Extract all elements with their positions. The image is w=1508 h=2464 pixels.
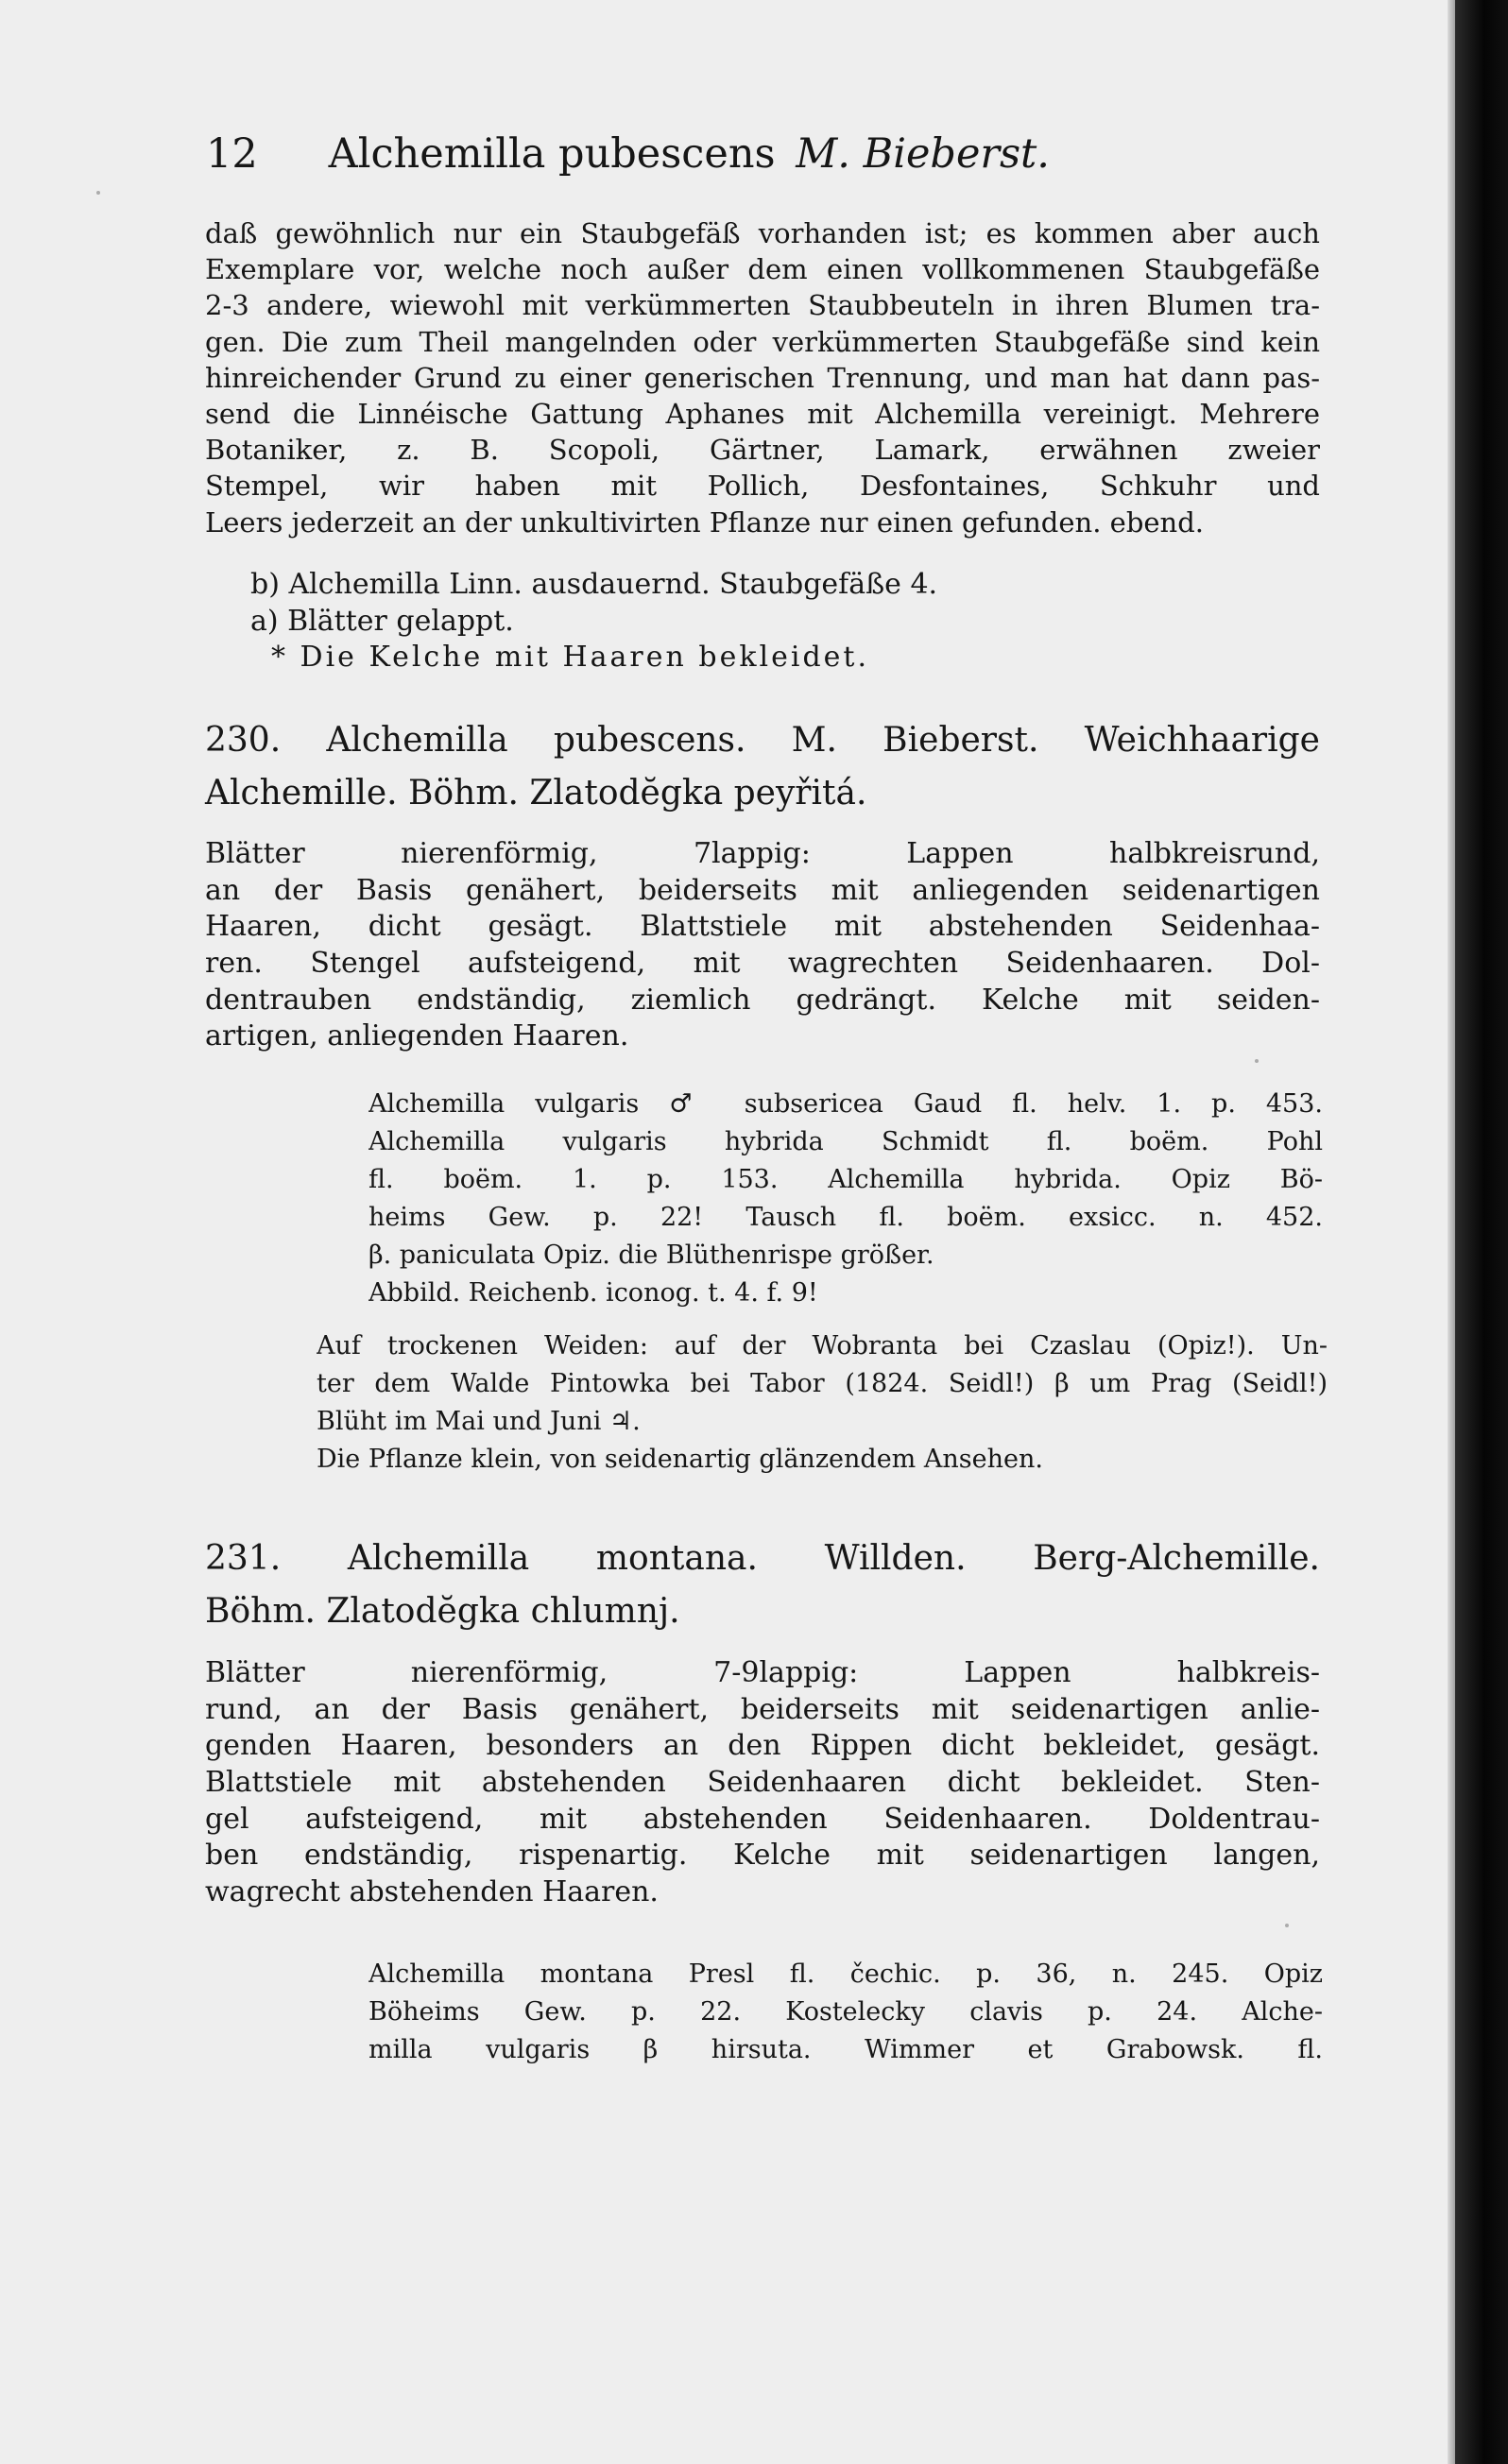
synonym-line: fl. boëm. 1. p. 153. Alchemilla hybrida. Opiz Bö- [368, 1165, 1323, 1194]
species-230-habitat [317, 1327, 1328, 1479]
paper-speck [236, 1608, 240, 1612]
page-number: 12 [206, 130, 258, 178]
description-line: artigen, anliegenden Haaren. [205, 1019, 629, 1053]
paper-speck [96, 191, 100, 195]
key-b-line: b) Alchemilla Linn. ausdauernd. Staubgefäße 4. [250, 568, 938, 601]
intro-line: daß gewöhnlich nur ein Staubgefäß vorhanden ist; es kommen aber auch [205, 217, 1320, 249]
description-line: Blattstiele mit abstehenden Seidenhaaren dicht bekleidet. Sten- [205, 1766, 1320, 1800]
species-231-line-1: 231. Alchemilla montana. Willden. Berg-Alchemille. [205, 1539, 1320, 1578]
description-line: wagrecht abstehenden Haaren. [205, 1875, 659, 1909]
species-230-synonyms [368, 1086, 1323, 1312]
synonym-line: Böheims Gew. p. 22. Kostelecky clavis p. 24. Alche- [368, 1997, 1323, 2027]
description-line: dentrauben endständig, ziemlich gedrängt. Kelche mit seiden- [205, 983, 1320, 1017]
synonym-line: heims Gew. p. 22! Tausch fl. boëm. exsicc. n. 452. [368, 1203, 1323, 1232]
intro-paragraph [205, 215, 1320, 540]
intro-line: Botaniker, z. B. Scopoli, Gärtner, Lamark, erwähnen zweier [205, 434, 1320, 467]
page-crease [1448, 0, 1455, 2464]
paper-speck [1285, 1924, 1289, 1927]
description-line: rund, an der Basis genähert, beiderseits mit seidenartigen anlie- [205, 1692, 1320, 1726]
habitat-line: Die Pflanze klein, von seidenartig glänzendem Ansehen. [317, 1445, 1043, 1474]
synonym-line: Alchemilla vulgaris hybrida Schmidt fl. boëm. Pohl [368, 1127, 1323, 1156]
description-line: Blätter nierenförmig, 7lappig: Lappen halbkreisrund, [205, 837, 1320, 870]
intro-line: Leers jederzeit an der unkultivirten Pflanze nur einen gefunden. ebend. [205, 505, 1204, 539]
species-230-description [205, 836, 1320, 1055]
identification-key [205, 567, 1320, 676]
header-title: Alchemilla pubescens [328, 130, 776, 178]
intro-line: send die Linnéische Gattung Aphanes mit Alchemilla vereinigt. Mehrere [205, 397, 1320, 430]
intro-line: gen. Die zum Theil mangelnden oder verkümmerten Staubgefäße sind kein [205, 325, 1320, 358]
running-head [206, 128, 1245, 180]
intro-line: 2-3 andere, wiewohl mit verkümmerten Staubbeuteln in ihren Blumen tra- [205, 289, 1320, 322]
intro-line: hinreichender Grund zu einer generischen Trennung, und man hat dann pas- [205, 361, 1320, 394]
right-binding-edge [1455, 0, 1508, 2464]
intro-line: Exemplare vor, welche noch außer dem einen vollkommenen Staubgefäße [205, 253, 1320, 286]
species-231-description [205, 1655, 1320, 1911]
intro-line: Stempel, wir haben mit Pollich, Desfontaines, Schkuhr und [205, 470, 1320, 503]
synonym-line: Alchemilla vulgaris ♂ subsericea Gaud fl. helv. 1. p. 453. [368, 1089, 1323, 1119]
synonym-line: β. paniculata Opiz. die Blüthenrispe größer. [368, 1241, 934, 1270]
description-line: gel aufsteigend, mit abstehenden Seidenhaaren. Doldentrau- [205, 1802, 1320, 1836]
species-230-line-2: Alchemille. Böhm. Zlatodĕgka peyřitá. [205, 774, 867, 813]
description-line: Haaren, dicht gesägt. Blattstiele mit abstehenden Seidenhaa- [205, 910, 1320, 944]
habitat-line: Blüht im Mai und Juni ♃. [317, 1407, 641, 1436]
paper-speck [1255, 1059, 1259, 1063]
synonym-line: milla vulgaris β hirsuta. Wimmer et Grabowsk. fl. [368, 2035, 1323, 2064]
synonym-line: Alchemilla montana Presl fl. čechic. p. 36, n. 245. Opiz [368, 1959, 1323, 1989]
species-231-synonyms [368, 1956, 1323, 2069]
description-line: Blätter nierenförmig, 7-9lappig: Lappen halbkreis- [205, 1656, 1320, 1689]
species-230-line-1: 230. Alchemilla pubescens. M. Bieberst. Weichhaarige [205, 721, 1320, 760]
species-230-heading [205, 714, 1320, 820]
species-231-heading [205, 1532, 1320, 1638]
header-authority: M. Bieberst. [796, 130, 1050, 178]
habitat-line: Auf trockenen Weiden: auf der Wobranta bei Czaslau (Opiz!). Un- [317, 1331, 1328, 1360]
description-line: ben endständig, rispenartig. Kelche mit seidenartigen langen, [205, 1839, 1320, 1873]
key-a-line: a) Blätter gelappt. [250, 604, 514, 638]
description-line: ren. Stengel aufsteigend, mit wagrechten Seidenhaaren. Dol- [205, 947, 1320, 981]
description-line: genden Haaren, besonders an den Rippen dicht bekleidet, gesägt. [205, 1729, 1320, 1763]
description-line: an der Basis genähert, beiderseits mit anliegenden seidenartigen [205, 873, 1320, 907]
key-star-line: * Die Kelche mit Haaren bekleidet. [271, 641, 869, 674]
habitat-line: ter dem Walde Pintowka bei Tabor (1824. Seidl!) β um Prag (Seidl!) [317, 1369, 1328, 1398]
species-231-line-2: Böhm. Zlatodĕgka chlumnj. [205, 1592, 680, 1631]
synonym-line: Abbild. Reichenb. iconog. t. 4. f. 9! [368, 1278, 818, 1308]
